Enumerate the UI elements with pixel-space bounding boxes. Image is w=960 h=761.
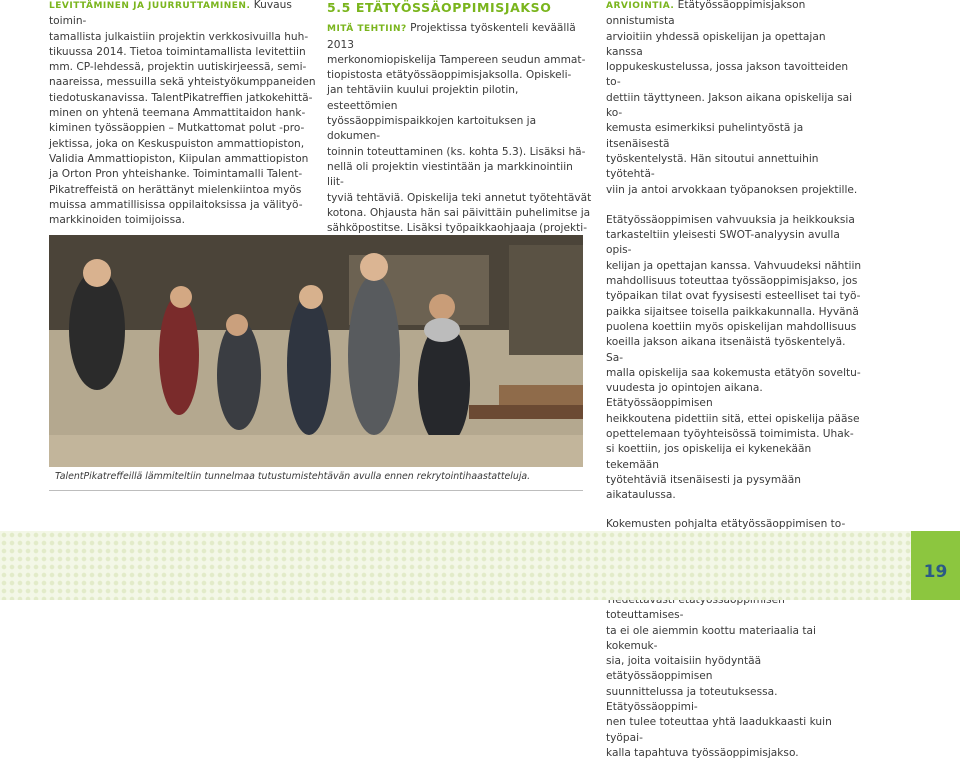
body-text: merkonomiopiskelija Tampereen seudun ammat- tiopistosta etätyössäoppimisjaksolla. Opiskeli- jan tehtäviin kuului projektin pilotin, esteettömien työssäoppimispaikkojen kartoituksen ja dokumen- toinnin toteuttaminen (ks. kohta 5.3). Lisäksi hä- nellä oli projektin viestintään ja markkinointiin liit- tyviä tehtäviä. Opiskelija teki annetut työtehtävät kotona. Ohjausta hän sai päivittäin puhelimitse ja sähköpostitse. Lisäksi työpaikkaohjaaja (projekti- (327, 54, 591, 280)
paragraph-gap (606, 198, 862, 213)
section-heading: 5.5 ETÄTYÖSSÄOPPIMISJAKSO (327, 0, 592, 15)
column-left (49, 0, 317, 228)
event-photo (49, 235, 583, 467)
lead-text: Etätyössäoppimisjakson onnistumista (606, 0, 805, 27)
paragraph-experiences: Kokemusten pohjalta etätyössäoppimisen to- toteuttamises- ta ei ole aiemmin koottu materiaalia tai kokemuk- sia, joita voitaisiin hyödyntää etätyössäoppimisen suunnittelussa ja toteutuksessa. Etätyössäoppimi- nen tulee toteuttaa yhtä laadukkaasti kuin työpai- kalla tapahtuva työssäoppimisjakso. (606, 517, 862, 761)
column-right (606, 0, 862, 761)
paragraph-dissemination (49, 0, 317, 228)
paragraph-swot: Etätyössäoppimisen vahvuuksia ja heikkouksia tarkasteltiin yleisesti SWOT-analyysin avulla opis- kelijan ja opettajan kanssa. Vahvuudeksi nähtiin mahdollisuus toteuttaa työssäoppimisjakso, jos työpaikan tilat ovat fyysisesti esteelliset tai työ- paikka sijaitsee toisella paikkakunnalla. Hyvänä puolena koettiin myös opiskelijan mahdollisuus koeilla jakson aikana itsenäistä työskentelyä. Sa- malla opiskelija saa kokemusta etätyön soveltu- vuudesta jo opintojen aikana. Etätyössäoppimisen heikkoutena pidettiin sitä, ettei opiskelija pääse opettelemaan työyhteisössä toimimista. Uhak- si koettiin, jos opiskelija ei kykenekään tekemään työtehtäviä itsenäisesti ja pysymään aikataulussa. (606, 213, 862, 504)
body-text: tamallista julkaistiin projektin verkkosivuilla huh- tikuussa 2014. Tietoa toimintamallista levitettiin mm. CP-lehdessä, projektin uutiskirjeessä, semi- naareissa, messuilla sekä yhteistyökumppaneiden tiedotuskanavissa. TalentPikatreffien jatkokehittä- minen on yhtenä teemana Ammattitaidon hank- kiminen työssäoppien – Mutkattomat polut -pro- jektissa, joka on Keskuspuiston ammattiopiston, Validia Ammattiopiston, Kiipulan ammattiopiston ja Orton Pron yhteishanke. Toimintamalli Talent- Pikatreffeistä on herättänyt mielenkiintoa myös muissa ammatillisissa oppilaitoksissa ja välityö- markkinoiden toimijoissa. (49, 31, 316, 227)
lead-text: Kuvaus toimin- (49, 0, 292, 27)
paragraph-evaluation (606, 0, 862, 198)
photo-illustration (49, 235, 583, 467)
photo-caption-bar (49, 467, 583, 491)
lead-label: MITÄ TEHTIIN? (327, 24, 407, 34)
lead-label: LEVITTÄMINEN JA JUURRUTTAMINEN. (49, 1, 250, 11)
footer-pattern-band (0, 531, 960, 600)
lead-label: ARVIOINTIA. (606, 1, 674, 11)
photo-caption: TalentPikatreffeillä lämmiteltiin tunnelmaa tutustumistehtävän avulla ennen rekrytointihaastatteluja. (55, 471, 530, 482)
paragraph-gap (606, 504, 862, 517)
page-number: 19 (911, 562, 960, 582)
body-text: arvioitiin yhdessä opiskelijan ja opettajan kanssa loppukeskustelussa, jossa jakson tavoitteiden to- dettiin täyttyneen. Jakson aikana opiskelija sai ko- kemusta esimerkiksi puhelintyöstä ja itsenäisestä työskentelystä. Hän sitoutui annettuihin työtehtä- viin ja antoi arvokkaan työpanoksen projektille. (606, 31, 857, 196)
lead-text: Projektissa työskenteli keväällä 2013 (327, 22, 576, 50)
